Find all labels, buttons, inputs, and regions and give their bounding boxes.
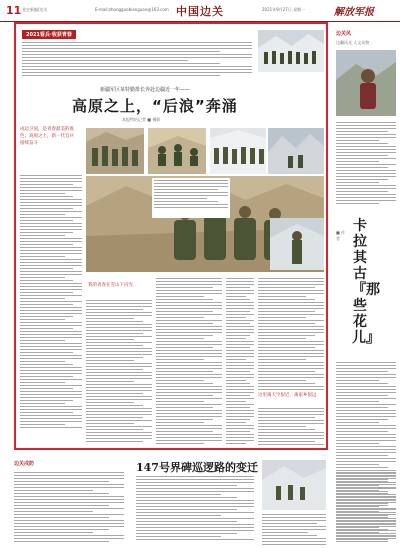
column-3-text xyxy=(156,278,222,446)
page-header xyxy=(0,0,400,22)
email-link[interactable]: E-mail:zhongguobianguan@163.com xyxy=(95,7,169,12)
photo-patrol-road xyxy=(262,460,326,510)
bottom-title: 147号界碑巡逻路的变迁 xyxy=(136,461,258,474)
page-number: 11 xyxy=(6,4,22,17)
bottom-text-right xyxy=(262,514,326,547)
bottom-text-far-right xyxy=(336,472,396,544)
feature-title: 高原之上，“后浪”奔涌 xyxy=(72,97,238,115)
pull-quote-text: 戍边卫国，是青春最美的底色；高原之上，新一代官兵接续奋斗 xyxy=(20,127,74,146)
photo-border-woman xyxy=(336,50,396,116)
mid-quote-1: 我的青春在雪山下闪光 xyxy=(88,283,133,288)
right-column-author: ■ 作者 xyxy=(336,230,346,241)
newspaper-logo: 解放军报 xyxy=(334,7,374,18)
photo-soldiers-snow xyxy=(258,30,324,72)
bottom-text-mid xyxy=(136,476,254,542)
left-column-text xyxy=(20,175,82,430)
photo-caption xyxy=(152,178,230,218)
bottom-kicker: 边关戍防 xyxy=(14,461,35,467)
mid-quote-2: 这里离天空很近，离家乡很远 xyxy=(258,393,317,398)
column-5-text-lower xyxy=(258,408,324,447)
photo-sentry xyxy=(270,218,324,270)
section-label: 党史新编/边关 xyxy=(22,7,48,12)
right-column-text-top xyxy=(336,122,396,206)
right-column-title: 卡拉其古『那些花儿』 xyxy=(352,218,380,346)
photo-mountain-outpost xyxy=(268,128,324,174)
photo-soldiers-group xyxy=(86,128,144,174)
right-column-sub: 边疆风光 人文风物 xyxy=(336,40,370,45)
right-column-label: 边关风 xyxy=(336,31,352,37)
column-2-text xyxy=(86,300,152,444)
pull-quote xyxy=(20,126,80,168)
issue-date: 2021年9月27日 星期一 xyxy=(262,7,306,12)
feature-kicker: 2021看兵·收获青春 xyxy=(22,30,76,39)
feature-byline: 本报特约记者 ■ 摄影 xyxy=(122,117,161,122)
bottom-text-left xyxy=(14,472,124,544)
photo-patrol-line xyxy=(210,128,266,174)
column-4-text xyxy=(226,278,254,446)
section-title: 中国边关 xyxy=(176,5,224,18)
column-5-text xyxy=(258,278,324,392)
photo-soldiers-kneeling xyxy=(148,128,206,174)
intro-text xyxy=(22,42,252,78)
feature-subtitle: 新疆军区某特勤排长奔赴边疆近一年—— xyxy=(100,87,191,93)
